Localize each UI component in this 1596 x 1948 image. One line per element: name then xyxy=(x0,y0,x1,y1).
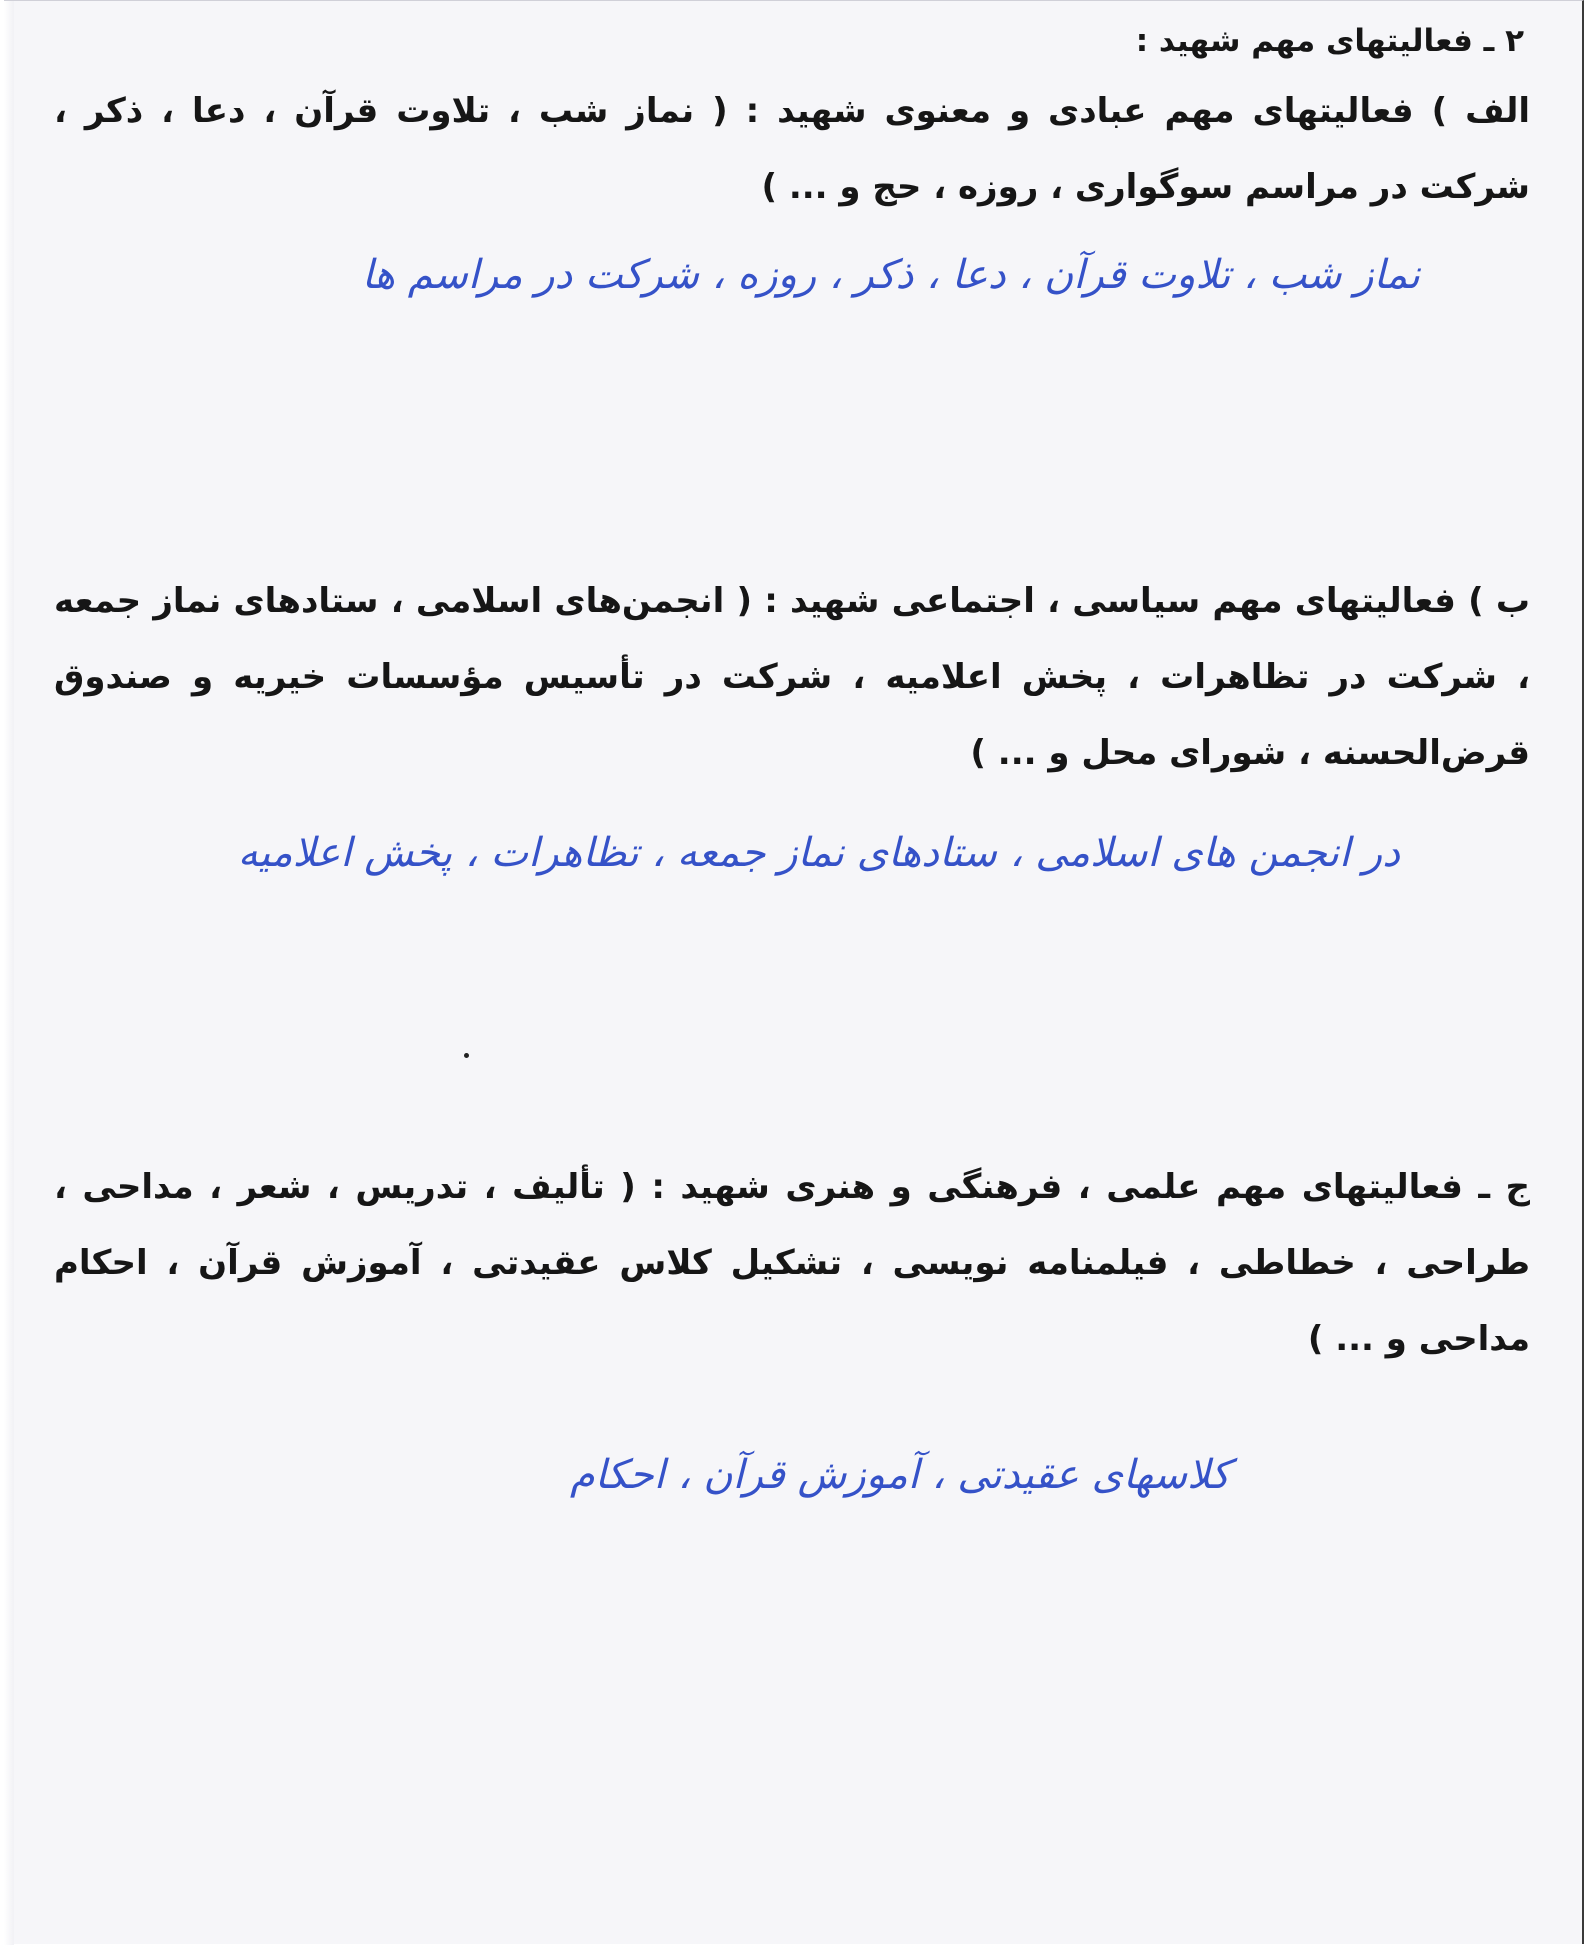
section-a xyxy=(54,73,1530,305)
section-a-printed xyxy=(54,73,1530,225)
section-c-text: فعالیتهای مهم علمی ، فرهنگی و هنری شهید : ( تألیف ، تدریس ، شعر ، مداحی ، طراحی ، خطاطی ، فیلمنامه نویسی ، تشکیل کلاس عقیدتی ، آموزش قرآن ، احکام مداحی و ... ) xyxy=(54,1167,1530,1359)
section-c-handwritten-answer: کلاسهای عقیدتی ، آموزش قرآن ، احکام xyxy=(569,1452,1230,1498)
section-b-text: فعالیتهای مهم سیاسی ، اجتماعی شهید : ( انجمن‌های اسلامی ، ستادهای نماز جمعه ، شرکت در تظاهرات ، پخش اعلامیه ، شرکت در تأسیس مؤسسات خیریه و صندوق قرض‌الحسنه ، شورای محل و ... ) xyxy=(54,581,1530,773)
section-a-label: الف ) xyxy=(1431,91,1530,131)
section-c-printed xyxy=(54,1149,1530,1377)
section-a-text: فعالیتهای مهم عبادی و معنوی شهید : ( نماز شب ، تلاوت قرآن ، دعا ، ذکر ، شرکت در مراسم سوگواری ، روزه ، حج و ... ) xyxy=(54,91,1530,207)
blank-space xyxy=(54,305,1530,563)
section-c-label: ج ـ xyxy=(1478,1167,1530,1207)
section-a-handwritten-answer: نماز شب ، تلاوت قرآن ، دعا ، ذکر ، روزه ، شرکت در مراسم ها xyxy=(361,252,1420,298)
section-b-printed xyxy=(54,563,1530,791)
section-b-handwritten-answer: در انجمن های اسلامی ، ستادهای نماز جمعه ، تظاهرات ، پخش اعلامیه xyxy=(237,830,1400,876)
section-heading: ۲ ـ فعالیتهای مهم شهید : xyxy=(1135,23,1524,59)
section-b xyxy=(54,563,1530,883)
document-content xyxy=(54,19,1530,1505)
blank-space xyxy=(54,883,1530,1149)
section-c xyxy=(54,1149,1530,1505)
section-b-label: ب ) xyxy=(1468,581,1531,621)
page-edge xyxy=(4,1,14,1945)
document-page xyxy=(4,0,1584,1944)
